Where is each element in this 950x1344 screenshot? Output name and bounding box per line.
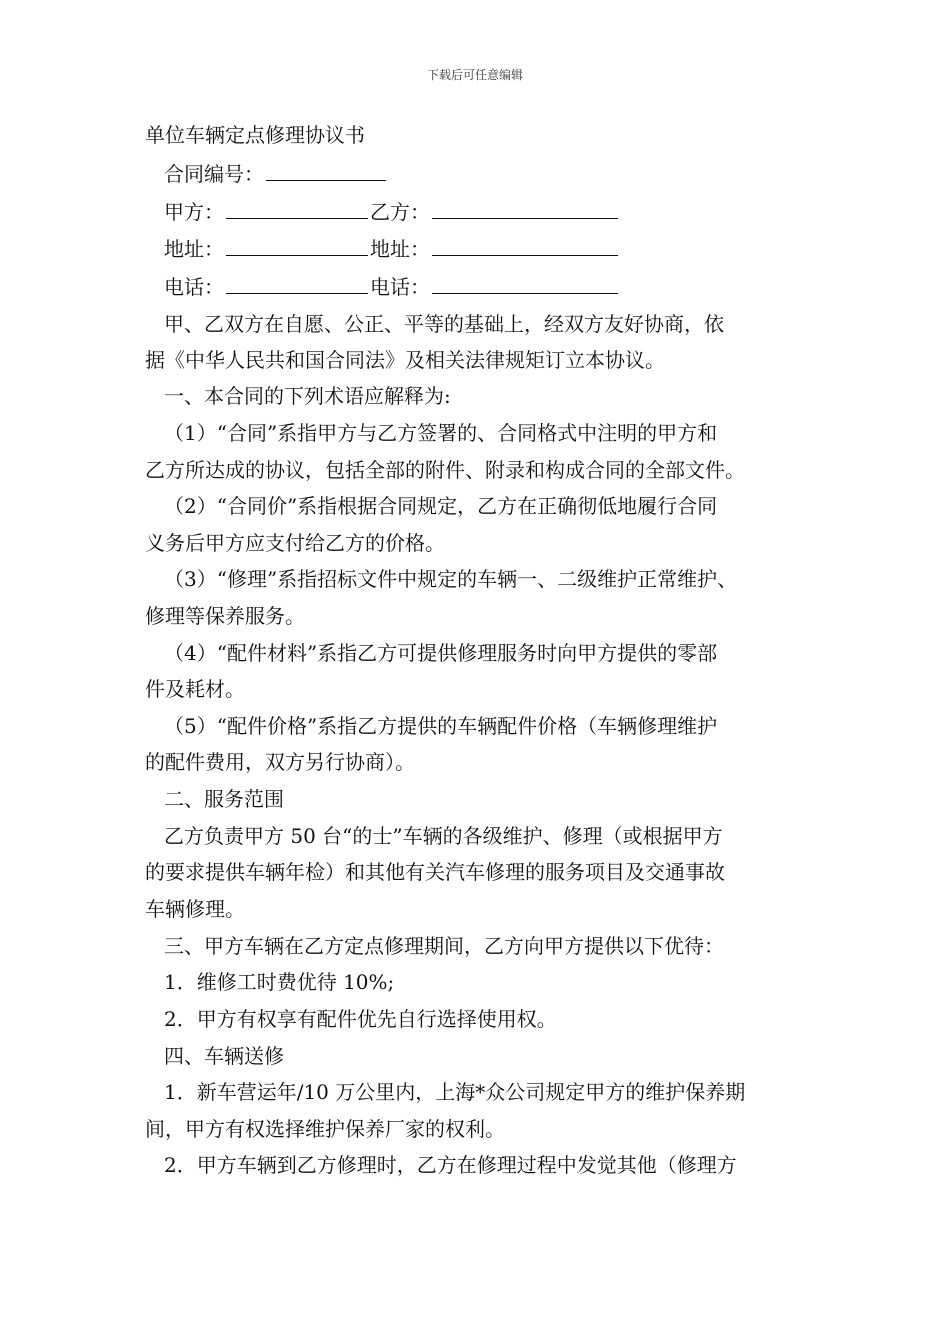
body-line: 2．甲方车辆到乙方修理时，乙方在修理过程中发觉其他（修理方 bbox=[164, 1153, 737, 1177]
body-line: （3）“修理”系指招标文件中规定的车辆一、二级维护正常维护、 bbox=[164, 567, 738, 591]
section-heading: 二、服务范围 bbox=[164, 787, 284, 811]
section-heading: 四、车辆送修 bbox=[164, 1044, 284, 1068]
address-b-blank bbox=[432, 235, 618, 256]
section-heading: 三、甲方车辆在乙方定点修理期间，乙方向甲方提供以下优待： bbox=[164, 934, 724, 958]
body-line: （1）“合同”系指甲方与乙方签署的、合同格式中注明的甲方和 bbox=[164, 421, 718, 445]
address-row bbox=[164, 235, 620, 261]
body-line: 2．甲方有权享有配件优先自行选择使用权。 bbox=[164, 1007, 557, 1031]
body-line: （4）“配件材料”系指乙方可提供修理服务时向甲方提供的零部 bbox=[164, 641, 718, 665]
contract-number-blank bbox=[266, 160, 386, 181]
address-b-label: 地址： bbox=[370, 237, 430, 261]
body-line: （2）“合同价”系指根据合同规定，乙方在正确彻低地履行合同 bbox=[164, 494, 718, 518]
phone-row bbox=[164, 273, 620, 299]
body-line: 义务后甲方应支付给乙方的价格。 bbox=[145, 531, 445, 555]
body-line: 据《中华人民共和国合同法》及相关法律规矩订立本协议。 bbox=[145, 348, 665, 372]
document-title: 单位车辆定点修理协议书 bbox=[145, 123, 365, 147]
body-line: 乙方负责甲方 50 台“的士”车辆的各级维护、修理（或根据甲方 bbox=[164, 824, 723, 848]
contract-number-row bbox=[164, 160, 388, 186]
body-line: 1．新车营运年/10 万公里内，上海*众公司规定甲方的维护保养期 bbox=[164, 1080, 746, 1104]
phone-a-label: 电话： bbox=[164, 275, 224, 299]
address-a-label: 地址： bbox=[164, 237, 224, 261]
body-line: 车辆修理。 bbox=[145, 897, 245, 921]
party-a-label: 甲方： bbox=[164, 200, 224, 224]
body-line: 件及耗材。 bbox=[145, 677, 245, 701]
phone-a-blank bbox=[226, 273, 368, 294]
party-b-blank bbox=[432, 198, 618, 219]
body-line: 的配件费用，双方另行协商）。 bbox=[145, 750, 415, 774]
party-row bbox=[164, 198, 620, 224]
phone-b-label: 电话： bbox=[370, 275, 430, 299]
body-line: 甲、乙双方在自愿、公正、平等的基础上，经双方友好协商，依 bbox=[164, 312, 724, 336]
body-line: 修理等保养服务。 bbox=[145, 604, 305, 628]
body-line: （5）“配件价格”系指乙方提供的车辆配件价格（车辆修理维护 bbox=[164, 714, 718, 738]
contract-number-label: 合同编号： bbox=[164, 162, 264, 186]
body-line: 的要求提供车辆年检）和其他有关汽车修理的服务项目及交通事故 bbox=[145, 860, 725, 884]
party-b-label: 乙方： bbox=[370, 200, 430, 224]
address-a-blank bbox=[226, 235, 368, 256]
body-line: 间，甲方有权选择维护保养厂家的权利。 bbox=[145, 1117, 505, 1141]
body-line: 乙方所达成的协议，包括全部的附件、附录和构成合同的全部文件。 bbox=[145, 458, 745, 482]
body-line: 1．维修工时费优待 10%; bbox=[164, 970, 395, 994]
party-a-blank bbox=[226, 198, 368, 219]
phone-b-blank bbox=[432, 273, 618, 294]
section-heading: 一、本合同的下列术语应解释为: bbox=[164, 384, 451, 408]
page-header: 下载后可任意编辑 bbox=[426, 68, 523, 82]
